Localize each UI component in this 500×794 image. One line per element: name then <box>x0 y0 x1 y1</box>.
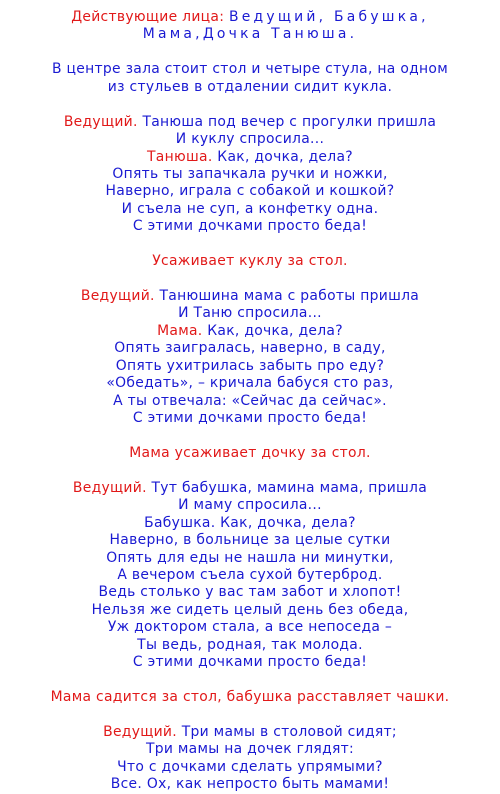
verse-text: Как, дочка, дела? <box>217 148 353 165</box>
setting-line-2: из стульев в отдалении сидит кукла. <box>107 78 393 95</box>
verse-line: С этими дочками просто беда! <box>132 410 368 427</box>
verse-line: Наверно, играла с собакой и кошкой? <box>105 183 395 200</box>
verse-line: Опять для еды не нашла ни минутки, <box>106 549 394 566</box>
verse-line: А ты отвечала: «Сейчас да сейчас». <box>113 392 387 409</box>
verse-line: Опять ухитрилась забыть про еду? <box>115 357 385 374</box>
verse-line: Наверно, в больнице за целые сутки <box>109 532 391 549</box>
verse-line: С этими дочками просто беда! <box>132 218 368 235</box>
cast-list-2: Мама,Дочка Танюша. <box>142 26 358 43</box>
verse-text: Танюша под вечер с прогулки пришла <box>142 113 437 130</box>
scene2-line-1 <box>5 288 495 305</box>
setting-line-1: В центре зала стоит стол и четыре стула, на одном <box>51 61 449 78</box>
host-label: Ведущий. <box>72 479 147 496</box>
host-label: Ведущий. <box>103 723 177 740</box>
stage-direction: Мама усаживает дочку за стол. <box>129 444 371 461</box>
verse-text: Танюшина мама с работы пришла <box>159 288 420 304</box>
speaker-label-mama: Мама. <box>157 322 203 339</box>
verse-line: Уж доктором стала, а все непоседа – <box>107 619 393 636</box>
scene2-line-3 <box>5 323 495 340</box>
cast-line <box>5 9 495 26</box>
speaker-label-tanyusha: Танюша. <box>147 148 213 165</box>
verse-line: С этими дочками просто беда! <box>132 654 368 671</box>
verse-line: Опять ты запачкала ручки и ножки, <box>112 165 388 182</box>
verse-line: «Обедать», – кричала бабуся сто раз, <box>106 375 394 392</box>
verse-line: Бабушка. Как, дочка, дела? <box>144 514 356 531</box>
verse-line: А вечером съела сухой бутерброд. <box>117 567 383 583</box>
verse-line: Опять заигралась, наверно, в саду, <box>114 340 386 357</box>
verse-line: Все. Ох, как непросто быть мамами! <box>110 776 390 793</box>
cast-label: Действующие лица: <box>71 9 225 25</box>
verse-text: Как, дочка, дела? <box>207 322 343 339</box>
cast-list-1: Ведущий, Бабушка, <box>228 9 429 25</box>
host-label: Ведущий. <box>80 288 155 304</box>
verse-line: И Таню спросила... <box>178 305 322 322</box>
finale-line-1 <box>5 724 495 741</box>
verse-line: И маму спросила... <box>178 497 322 514</box>
stage-direction: Мама садится за стол, бабушка расставляет чашки. <box>50 689 450 706</box>
verse-line: Три мамы на дочек глядят: <box>145 741 355 758</box>
scene3-line-1 <box>5 480 495 497</box>
verse-line: Нельзя же сидеть целый день без обеда, <box>91 601 409 618</box>
verse-text: Три мамы в столовой сидят; <box>181 723 397 740</box>
scene1-line-1 <box>5 114 495 131</box>
verse-line: И куклу спросила... <box>175 131 325 148</box>
host-label: Ведущий. <box>63 113 138 130</box>
verse-line: Что с дочками сделать упрямыми? <box>117 758 383 775</box>
verse-line: Ведь столько у вас там забот и хлопот! <box>98 584 402 601</box>
verse-line: Ты ведь, родная, так молода. <box>137 636 363 653</box>
scene1-line-3 <box>5 149 495 166</box>
stage-direction: Усаживает куклу за стол. <box>152 253 348 270</box>
verse-text: Тут бабушка, мамина мама, пришла <box>151 479 428 496</box>
verse-line: И съела не суп, а конфетку одна. <box>121 200 379 217</box>
